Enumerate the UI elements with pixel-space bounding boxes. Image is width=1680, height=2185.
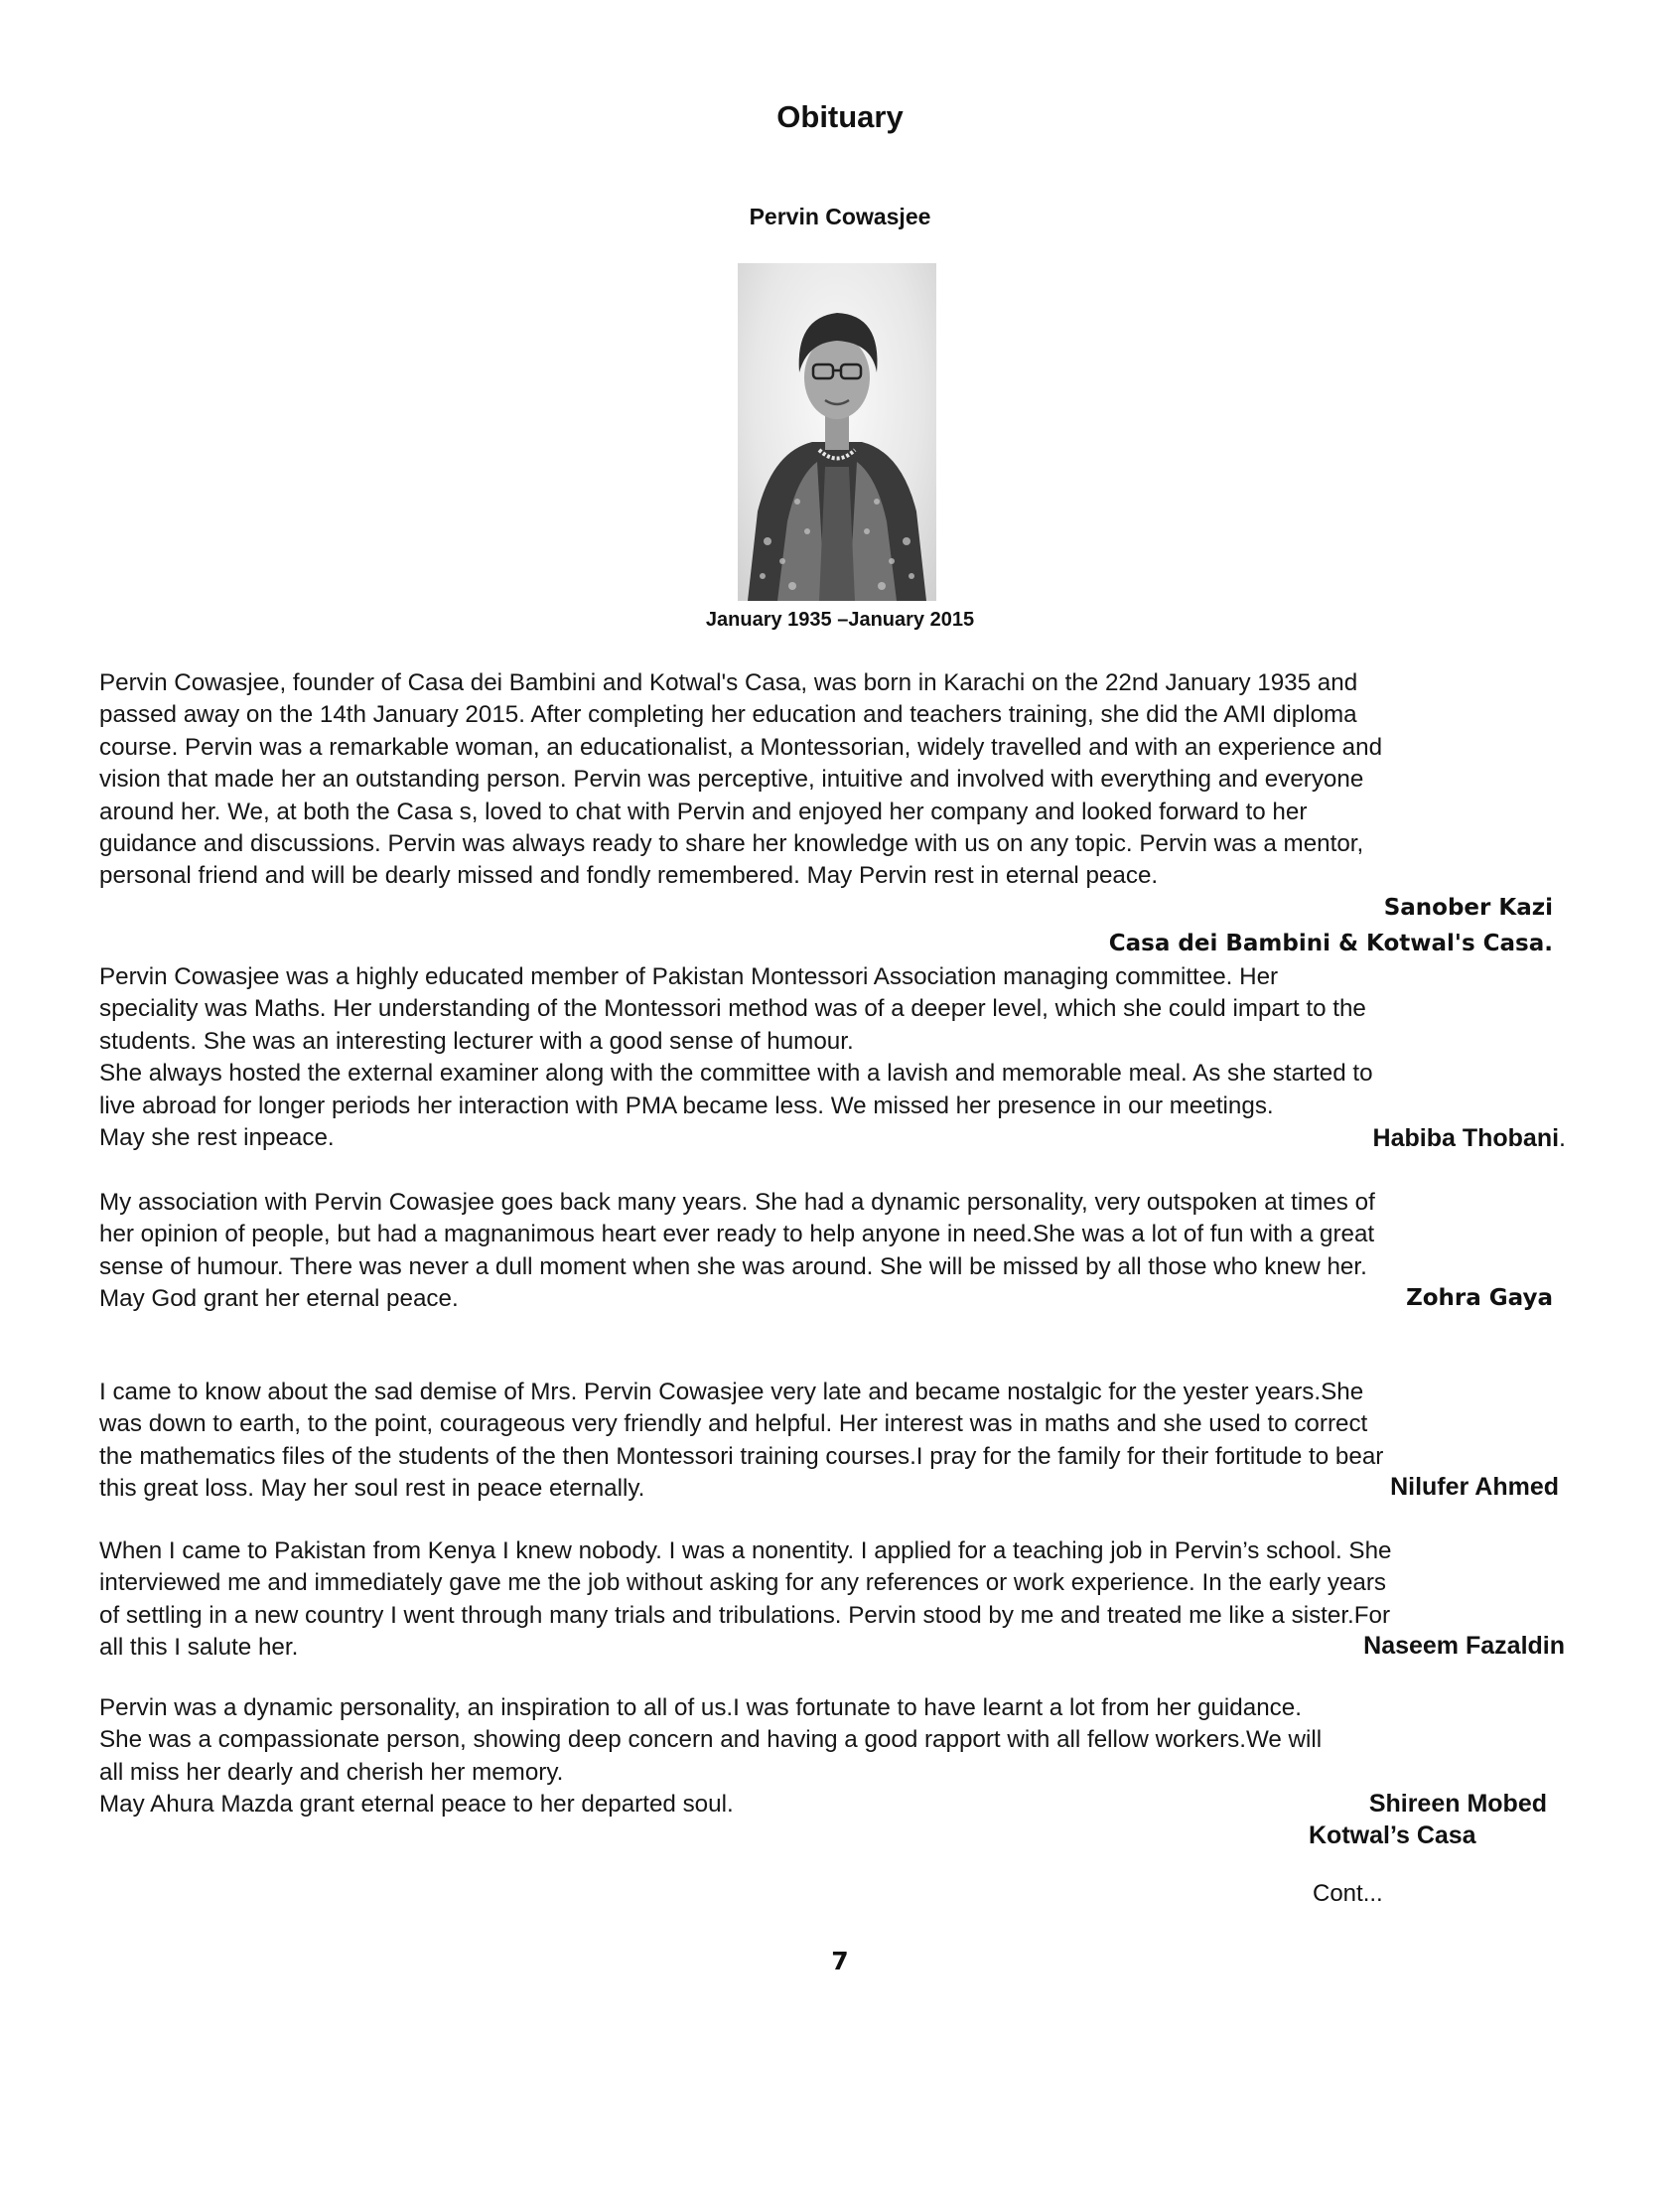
text-line: Pervin Cowasjee was a highly educated member of Pakistan Montessori Association managing committee. Her [99, 963, 1279, 990]
text-line: was down to earth, to the point, courageous very friendly and helpful. Her interest was in maths and she used to correct [99, 1410, 1368, 1438]
page-title: Obituary [776, 99, 904, 134]
text-line: live abroad for longer periods her interaction with PMA became less. We missed her presence in our meetings. [99, 1092, 1274, 1119]
tribute-2-text [99, 961, 1589, 1154]
tribute-1-affiliation: Casa dei Bambini & Kotwal's Casa. [1108, 931, 1553, 956]
text-line: She always hosted the external examiner along with the committee with a lavish and memorable meal. As she started to [99, 1060, 1373, 1088]
text-line: May Ahura Mazda grant eternal peace to her departed soul. [99, 1791, 734, 1819]
text-line: all miss her dearly and cherish her memory. [99, 1758, 564, 1786]
tribute-6-text [99, 1692, 1589, 1821]
text-line: personal friend and will be dearly missed and fondly remembered. May Pervin rest in eternal peace. [99, 862, 1159, 890]
tribute-6-author: Shireen Mobed [1368, 1790, 1547, 1818]
continued-note: Cont... [1313, 1880, 1383, 1907]
text-line: her opinion of people, but had a magnanimous heart ever ready to help anyone in need.She was a lot of fun with a great [99, 1221, 1375, 1248]
portrait-photo [738, 263, 936, 601]
text-line: interviewed me and immediately gave me the job without asking for any references or work experience. In the early years [99, 1569, 1387, 1597]
tribute-1-author: Sanober Kazi [1383, 895, 1553, 921]
text-line: course. Pervin was a remarkable woman, an educationalist, a Montessorian, widely travelled and with an experience and [99, 733, 1383, 761]
text-line: I came to know about the sad demise of Mrs. Pervin Cowasjee very late and became nostalgic for the yester years.She [99, 1379, 1364, 1405]
tribute-4-author: Nilufer Ahmed [1390, 1473, 1559, 1501]
life-dates: January 1935 –January 2015 [705, 609, 975, 631]
text-line: vision that made her an outstanding person. Pervin was perceptive, intuitive and involved with everything and everyone [99, 766, 1364, 794]
text-line: speciality was Maths. Her understanding of the Montessori method was of a deeper level, which she could impart to the [99, 995, 1366, 1023]
text-line: May she rest inpeace. [99, 1124, 335, 1152]
text-line: sense of humour. There was never a dull moment when she was around. She will be missed by all those who knew her. [99, 1252, 1367, 1280]
text-line: She was a compassionate person, showing deep concern and having a good rapport with all fellow workers.We will [99, 1726, 1323, 1754]
text-line: of settling in a new country I went through many trials and tribulations. Pervin stood by me and treated me like a sister.For [99, 1601, 1391, 1629]
text-line: May God grant her eternal peace. [99, 1285, 459, 1313]
text-line: all this I salute her. [99, 1634, 299, 1662]
tribute-2-author: Habiba Thobani. [1372, 1124, 1566, 1152]
tribute-5-author: Naseem Fazaldin [1363, 1632, 1565, 1660]
subject-name: Pervin Cowasjee [749, 204, 931, 229]
text-line: Pervin was a dynamic personality, an inspiration to all of us.I was fortunate to have learnt a lot from her guidance. [99, 1694, 1302, 1721]
text-line: the mathematics files of the students of the then Montessori training courses.I pray for the family for their fortitude to bear [99, 1442, 1384, 1470]
text-line: guidance and discussions. Pervin was always ready to share her knowledge with us on any topic. Pervin was a mentor, [99, 830, 1364, 858]
tribute-1-text [99, 667, 1589, 893]
text-line: this great loss. May her soul rest in peace eternally. [99, 1475, 645, 1503]
text-line: My association with Pervin Cowasjee goes back many years. She had a dynamic personality, very outspoken at times of [99, 1189, 1375, 1216]
tribute-4-text [99, 1377, 1589, 1506]
text-line: When I came to Pakistan from Kenya I knew nobody. I was a nonentity. I applied for a teaching job in Pervin’s school. She [99, 1537, 1392, 1564]
text-line: around her. We, at both the Casa s, loved to chat with Pervin and enjoyed her company and looked forward to her [99, 798, 1308, 825]
tribute-6-affiliation: Kotwal’s Casa [1309, 1821, 1476, 1849]
text-line: passed away on the 14th January 2015. After completing her education and teachers training, she did the AMI diploma [99, 701, 1357, 729]
tribute-3-text [99, 1187, 1589, 1316]
text-line: students. She was an interesting lecturer with a good sense of humour. [99, 1027, 854, 1055]
text-line: Pervin Cowasjee, founder of Casa dei Bambini and Kotwal's Casa, was born in Karachi on the 22nd January 1935 and [99, 669, 1358, 696]
tribute-3-author: Zohra Gaya [1406, 1285, 1553, 1311]
page-number: 7 [831, 1947, 849, 1975]
